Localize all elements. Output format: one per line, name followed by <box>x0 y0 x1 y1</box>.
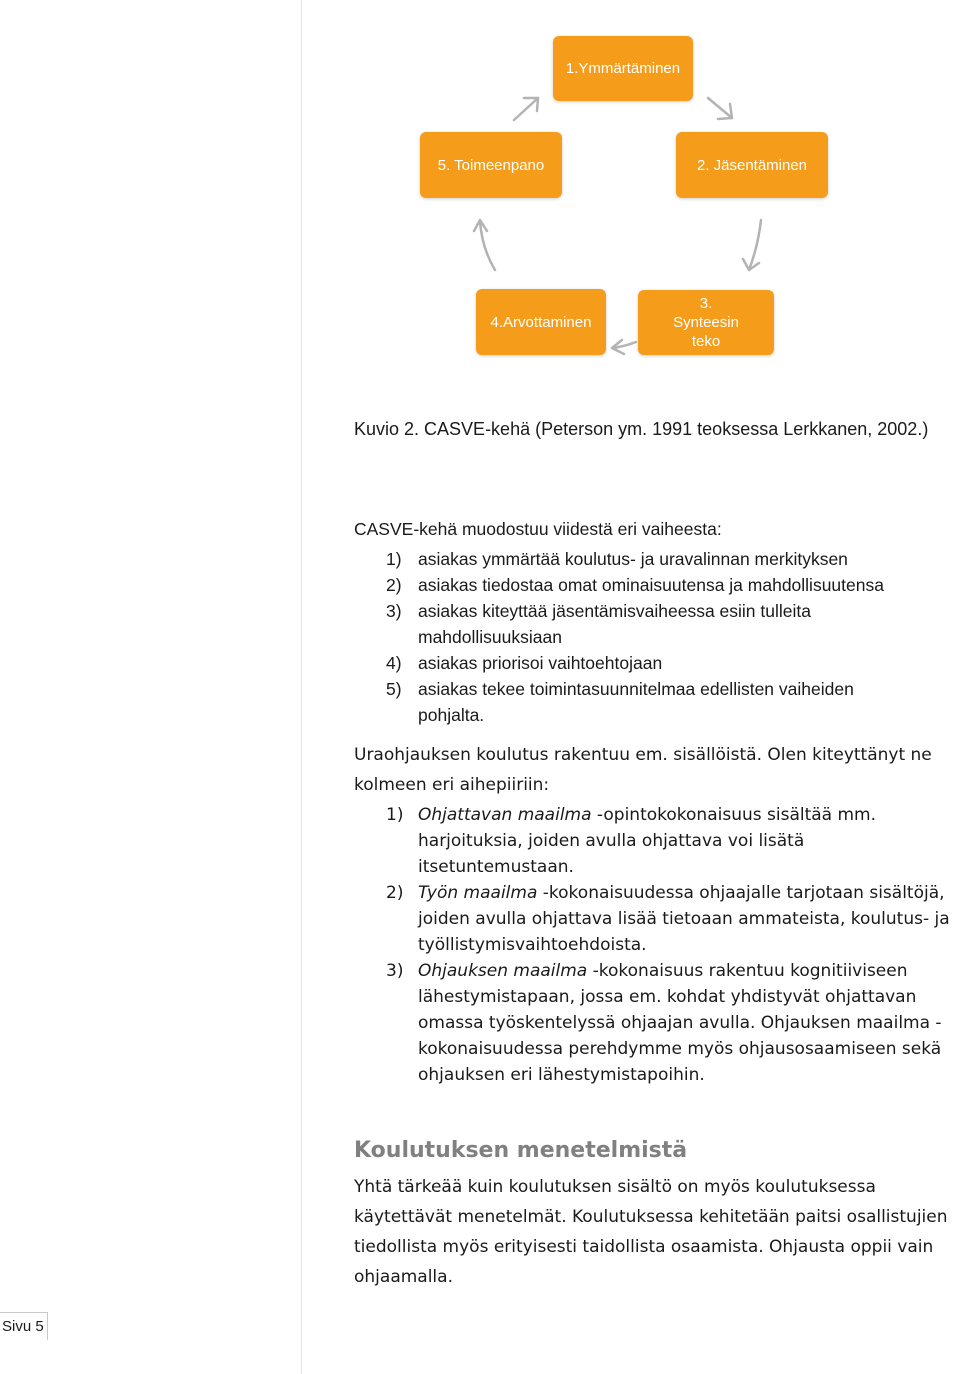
list-item <box>354 958 958 1088</box>
arrow-3-to-4 <box>612 340 636 354</box>
paragraph-contents: Uraohjauksen koulutus rakentuu em. sisällöistä. Olen kiteyttänyt ne kolmeen eri aihepiiriin: <box>354 745 932 795</box>
step-execution: 5. Toimeenpano <box>420 132 562 198</box>
arrow-5-to-1 <box>514 98 538 120</box>
list-item <box>354 880 960 958</box>
figure-caption: Kuvio 2. CASVE-kehä (Peterson ym. 1991 teoksessa Lerkkanen, 2002.) <box>354 419 929 439</box>
phase-list <box>354 546 954 728</box>
item-text: asiakas tiedostaa omat ominaisuutensa ja mahdollisuutensa <box>418 575 884 595</box>
page-number: Sivu 5 <box>0 1312 48 1340</box>
cycle-arrows <box>0 0 960 420</box>
list-item <box>354 650 954 676</box>
arrow-1-to-2 <box>708 98 732 119</box>
arrow-4-to-5 <box>474 220 495 270</box>
item-text: -opintokokonaisuus sisältää mm. harjoituksia, joiden avulla ohjattava voi lisätä itsetuntemustaan. <box>418 805 877 877</box>
item-text: asiakas ymmärtää koulutus- ja uravalinnan merkityksen <box>418 549 848 569</box>
list-item <box>354 572 954 598</box>
item-number: 3) <box>386 601 402 621</box>
item-title: Ohjauksen maailma <box>418 961 588 981</box>
list-item <box>354 802 888 880</box>
item-number: 2) <box>386 883 404 903</box>
theme-list <box>354 802 960 1088</box>
step-synthesis-label: 3. Synteesin teko <box>673 295 739 350</box>
list-item <box>354 676 954 728</box>
item-number: 1) <box>386 805 404 825</box>
item-number: 1) <box>386 549 402 569</box>
list-item <box>354 598 954 650</box>
item-text: asiakas kiteyttää jäsentämisvaiheessa esiin tulleita mahdollisuuksiaan <box>418 601 811 647</box>
step-understanding: 1.Ymmärtäminen <box>553 36 693 101</box>
item-title: Ohjattavan maailma <box>418 805 592 825</box>
arrow-2-to-3 <box>743 220 761 270</box>
intro-text: CASVE-kehä muodostuu viidestä eri vaiheesta: <box>354 519 722 539</box>
item-text: -kokonaisuus rakentuu kognitiiviseen lähestymistapaan, jossa em. kohdat yhdistyvät ohjattavan omassa työskentelyssä ohjaajan avulla. Ohjauksen maailma -kokonaisuudessa perehdymme myös ohjausosaamiseen sekä ohjauksen eri lähestymistapoihin. <box>418 961 942 1085</box>
item-number: 3) <box>386 961 404 981</box>
section-heading: Koulutuksen menetelmistä <box>354 1138 688 1163</box>
paragraph-methods: Yhtä tärkeää kuin koulutuksen sisältö on myös koulutuksessa käytettävät menetelmät. Koulutuksessa kehitetään paitsi osallistujien tiedollista myös erityisesti taidollista osaamista. Ohjausta oppii vain ohjaamalla. <box>354 1177 948 1287</box>
step-valuing: 4.Arvottaminen <box>476 289 606 355</box>
step-analysis: 2. Jäsentäminen <box>676 132 828 198</box>
item-text: -kokonaisuudessa ohjaajalle tarjotaan sisältöjä, joiden avulla ohjattava lisää tietoaan ammateista, koulutus- ja työllistymisvaihtoehdoista. <box>418 883 950 955</box>
list-item <box>354 546 954 572</box>
item-text: asiakas priorisoi vaihtoehtojaan <box>418 653 663 673</box>
item-number: 2) <box>386 575 402 595</box>
item-text: asiakas tekee toimintasuunnitelmaa edellisten vaiheiden pohjalta. <box>418 679 854 725</box>
item-number: 4) <box>386 653 402 673</box>
item-title: Työn maailma <box>418 883 538 903</box>
item-number: 5) <box>386 679 402 699</box>
